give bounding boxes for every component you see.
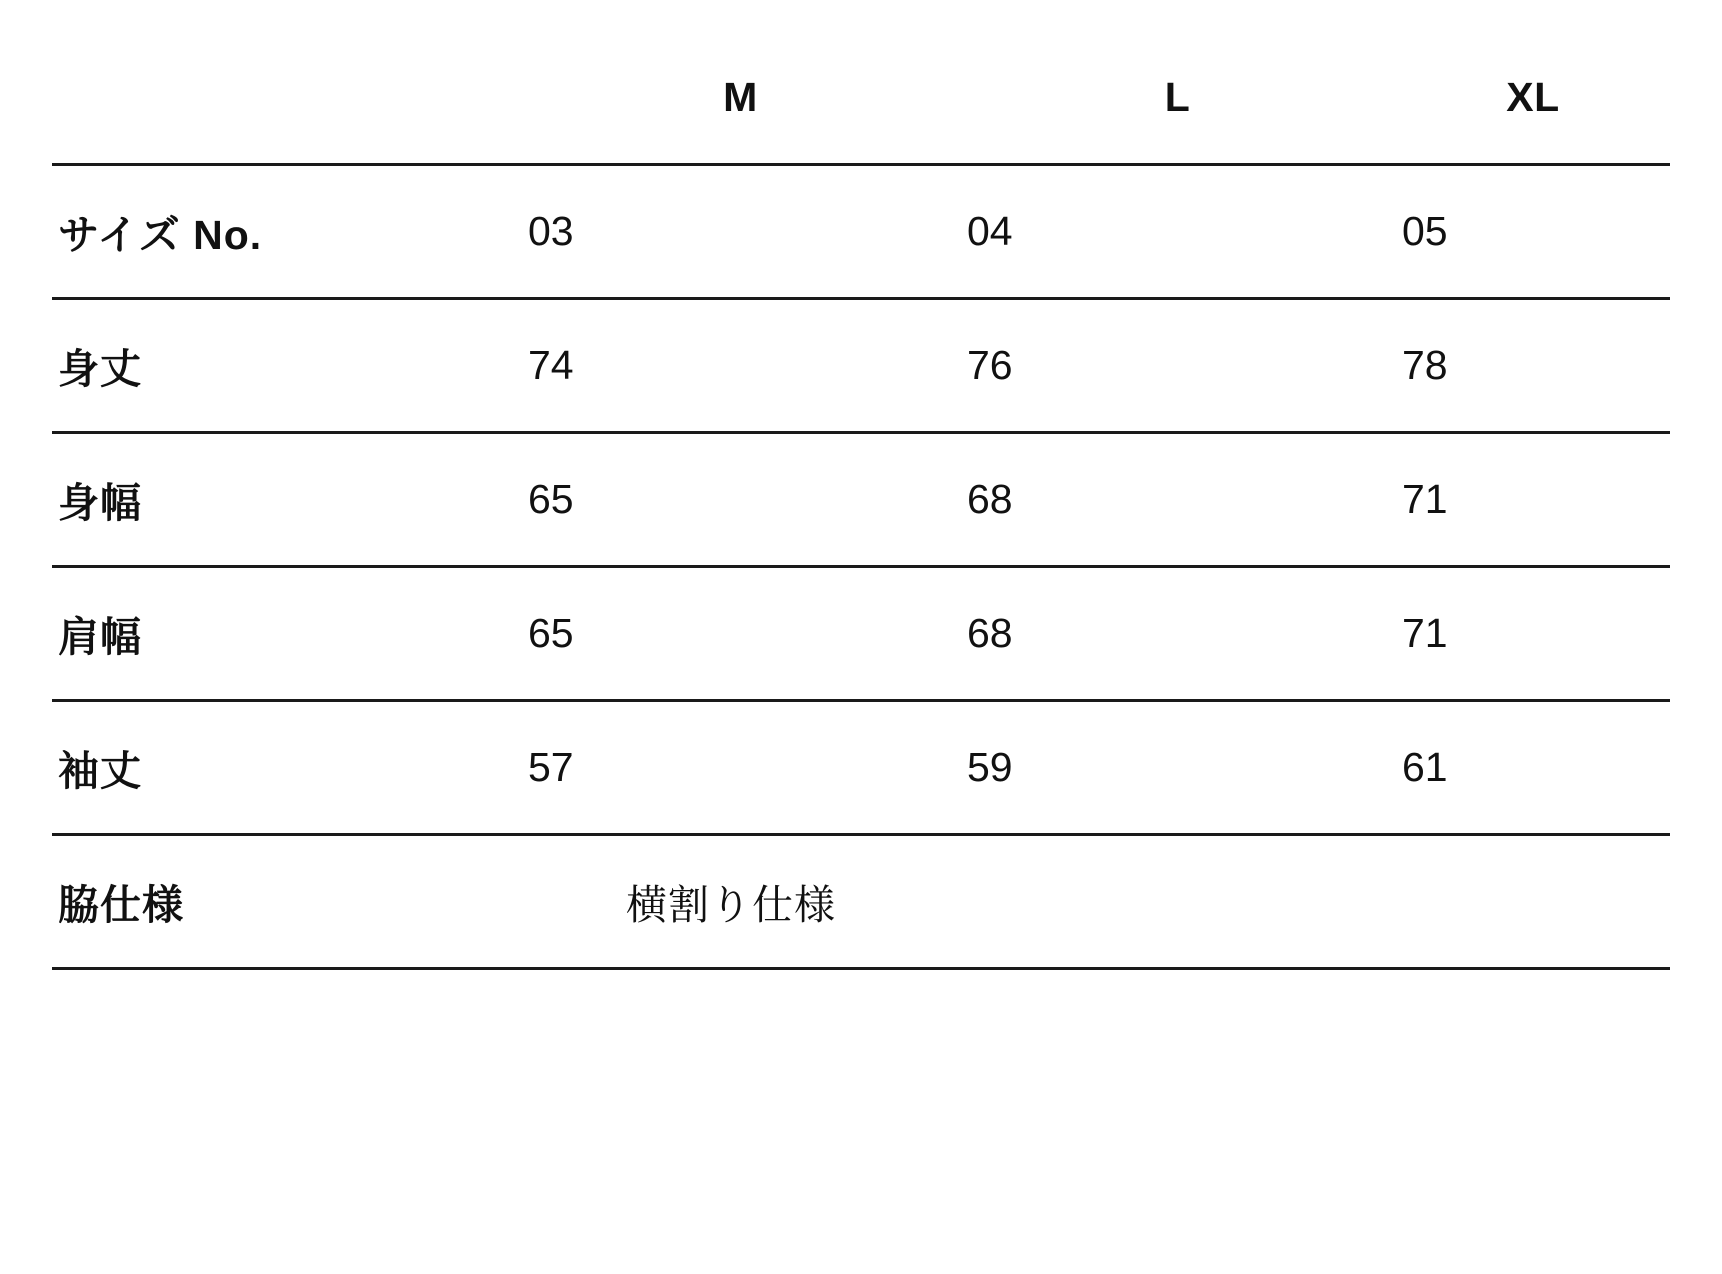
cell-size-no-m: 03 xyxy=(528,208,574,254)
size-specification-table xyxy=(52,74,1670,970)
table-row xyxy=(52,567,1670,701)
row-label-size-no: サイズ No. xyxy=(58,212,263,258)
table-row xyxy=(52,701,1670,835)
cell-body-length-xl: 78 xyxy=(1402,342,1448,388)
table-row xyxy=(52,165,1670,299)
cell-body-width-m: 65 xyxy=(528,476,574,522)
table-row xyxy=(52,299,1670,433)
cell-size-no-xl: 05 xyxy=(1402,208,1448,254)
cell-size-no-l: 04 xyxy=(967,208,1013,254)
row-label-shoulder-width: 肩幅 xyxy=(58,614,142,660)
cell-shoulder-width-m: 65 xyxy=(528,610,574,656)
row-label-side-spec: 脇仕様 xyxy=(58,882,184,928)
cell-shoulder-width-l: 68 xyxy=(967,610,1013,656)
row-label-body-width: 身幅 xyxy=(58,480,142,526)
table-header xyxy=(52,74,1670,165)
table-header-row xyxy=(52,74,1670,165)
cell-body-length-l: 76 xyxy=(967,342,1013,388)
column-header-l: L xyxy=(1164,74,1191,120)
row-label-body-length: 身丈 xyxy=(58,346,142,392)
size-chart-page xyxy=(0,74,1722,1274)
cell-body-width-xl: 71 xyxy=(1402,476,1448,522)
cell-body-length-m: 74 xyxy=(528,342,574,388)
cell-sleeve-length-l: 59 xyxy=(967,744,1013,790)
cell-side-spec-value: 横割り仕様 xyxy=(626,882,836,928)
cell-body-width-l: 68 xyxy=(967,476,1013,522)
column-header-blank xyxy=(52,74,522,165)
cell-sleeve-length-m: 57 xyxy=(528,744,574,790)
column-header-xl: XL xyxy=(1506,74,1560,120)
table-row xyxy=(52,433,1670,567)
cell-sleeve-length-xl: 61 xyxy=(1402,744,1448,790)
cell-shoulder-width-xl: 71 xyxy=(1402,610,1448,656)
column-header-m: M xyxy=(723,74,758,120)
table-row xyxy=(52,835,1670,969)
table-body xyxy=(52,165,1670,969)
row-label-sleeve-length: 袖丈 xyxy=(58,748,142,794)
